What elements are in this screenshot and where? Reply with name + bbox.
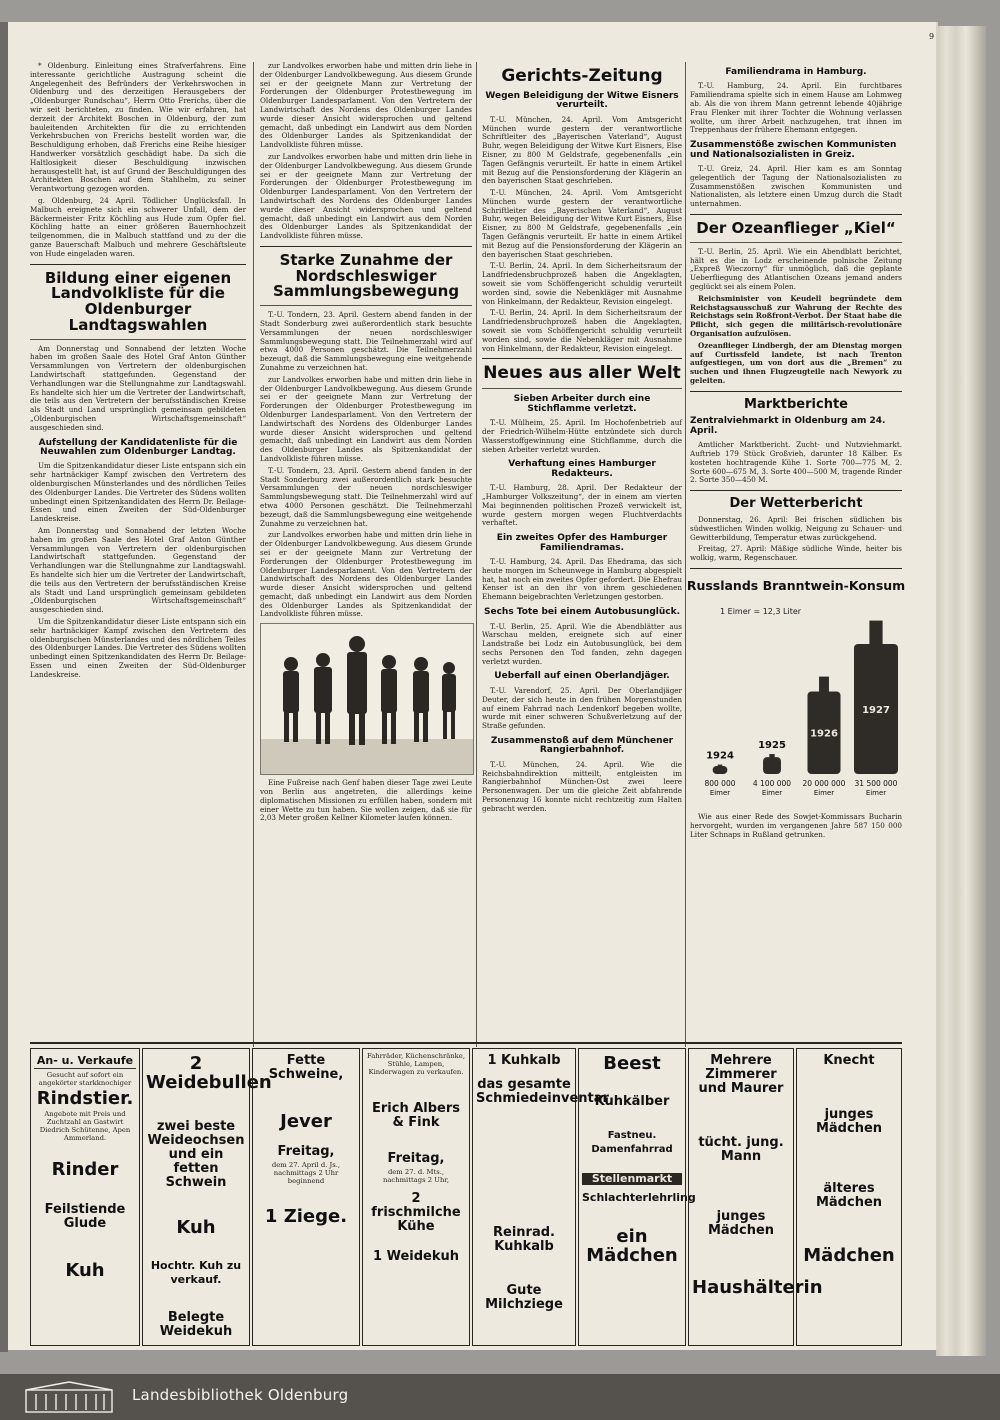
article-text: T.-U. Hamburg, 24. April. Das Ehedrama, das sich heute morgen im Scheunwege in Hamburg abgespielt hat, hat noch ein zweites Opfer gefordert. Die Ehefrau Kenser ist an den ihr von ihrem geschiedenen Ehemann beigebrachten Verletzungen gestorben. (482, 557, 682, 602)
ad-heading: zwei beste Weideochsen und ein fetten Schwein (147, 1119, 245, 1190)
divider (690, 490, 902, 491)
ad-heading: tücht. jung. Mann (698, 1135, 784, 1164)
divider (260, 305, 472, 306)
article-text: Um die Spitzenkandidatur dieser Liste entspann sich ein sehr hartnäckiger Kampf zwischen den Vertretern des oldenburgischen Münsterlandes und des nördlichen Teiles des Oldenburger Landes. Die Vertreter des Südens wollten unbedingt einen Spitzenkandidaten des Herrn Dr. Beilage-Essen und einen Zweiten der Süd-Oldenburger Landeskreise. (30, 616, 246, 679)
ad-column-1 (30, 1048, 140, 1346)
ad-column-7 (688, 1048, 823, 1346)
ad-heading: Gute Milchziege (485, 1283, 563, 1312)
subheadline: Ein zweites Opfer des Hamburger Familiendramas. (496, 533, 668, 553)
article-text: zur Landvolkes erworben habe und mitten drin liehe in der Oldenburger Landvolkbewegung. Aus diesem Grunde sei er der geeignete Mann zur Vertretung der Forderungen der Oldenburger Protestbewegung im Oldenburger Landesparlament. Von den Vertretern der Landwirtschaft des Nordens des Oldenburger Landes wurde dieser Ansicht widersprochen und geltend gemacht, daß unbedingt ein Landwirt aus dem Norden des Oldenburger Landes als Spitzenkandidat der Landvolkliste führen müsse. (260, 151, 472, 241)
chart-value-label: 800 000 (704, 778, 736, 788)
article-text: Reichsminister von Keudell begründete dem Reichstagsausschuß zur Wahrung der Rechte des Reichstags sein Roßfront-Verbot. Der Staat habe die Pflicht, sich gegen die militärisch-revolutionäre Organisation aufzulösen. (690, 293, 902, 338)
article-text: Wie aus einer Rede des Sowjet-Kommissars Bucharin hervorgeht, wurden im vergangenen Jahre 587 150 000 Liter Schnaps in Rußland getrunken. (690, 811, 902, 839)
ad-heading: junges Mädchen (815, 1107, 883, 1136)
ad-heading: Freitag, (387, 1151, 445, 1166)
ad-heading: Freitag, (277, 1144, 335, 1159)
ad-heading: 1 Ziege. (264, 1206, 348, 1227)
article-text: T.-U. Berlin, 24. April. In dem Sicherheitsraum der Landfriedensbruchprozeß haben die Angeklagten, soweit sie vom Schöffengericht schuldig verurteilt worden sind, sowie die Nebenkläger mit Ausnahme von Hinkelmann, der Redakteur, Revision eingelegt. (482, 308, 682, 353)
library-name: Landesbibliothek Oldenburg (132, 1386, 349, 1404)
ad-text: Angebote mit Preis und Zuchtzahl an Gastwirt Diedrich Schütenne, Apen Ammerland. (39, 1110, 131, 1142)
article-text: T.-U. Tondern, 23. April. Gestern abend fanden in der Stadt Sonderburg zwei außerordentlich stark besuchte Versammlungen der neuen nordschleswiger Sammlungsbewegung statt. Die Teilnehmerzahl wird auf etwa 4000 Personen geschätzt. Die Teilnehmerzahl bezeugt, daß die Sammlungsbewegung eine weitgehende Zunahme zu verzeichnen hat. (260, 310, 472, 372)
subheadline: Ueberfall auf einen Oberlandjäger. (494, 671, 670, 682)
ad-heading: älteres Mädchen (815, 1181, 883, 1210)
ad-column-5 (472, 1048, 609, 1346)
ad-heading: Reinrad. Kuhkalb (493, 1225, 555, 1254)
ad-heading: Fette Schweine, (268, 1053, 344, 1082)
article-text: zur Landvolkes erworben habe und mitten drin liehe in der Oldenburger Landvolkbewegung. Aus diesem Grunde sei er der geeignete Mann zur Vertretung der Forderungen der Oldenburger Protestbewegung im Oldenburger Landesparlament. Von den Vertretern der Landwirtschaft des Nordens des Oldenburger Landes wurde dieser Ansicht widersprochen und geltend gemacht, daß unbedingt ein Landwirt aus dem Norden des Oldenburger Landes als Spitzenkandidat der Landvolkliste führen müsse. (260, 61, 472, 150)
subheadline: Familiendrama in Hamburg. (725, 67, 867, 77)
headline-gerichts-zeitung: Gerichts-Zeitung (501, 66, 663, 86)
column-rule (685, 62, 686, 1047)
ad-text: dem 27. d. Mts., nachmittags 2 Uhr, (382, 1168, 449, 1184)
ad-heading: Belegte Weidekuh (159, 1310, 233, 1339)
divider (30, 264, 246, 265)
chart-value-label: 4 100 000 (752, 778, 792, 788)
article-text: zur Landvolkes erworben habe und mitten drin liehe in der Oldenburger Landvolkbewegung. Aus diesem Grunde sei er der geeignete Mann zur Vertretung der Forderungen der Oldenburger Protestbewegung im Oldenburger Landesparlament. Von den Vertretern der Landwirtschaft des Nordens des Oldenburger Landes wurde dieser Ansicht widersprochen und geltend gemacht, daß unbedingt ein Landwirt aus dem Norden des Oldenburger Landes als Spitzenkandidat der Landvolkliste führen müsse. (260, 530, 472, 619)
bottle-neck-1926 (819, 677, 829, 694)
ad-text: Gesucht auf sofort ein angekörter starkknochiger (38, 1071, 132, 1087)
ad-heading: 2 frischmilche Kühe (371, 1191, 461, 1234)
article-text: Donnerstag, 26. April: Bei frischen südlichen bis südwestlichen Winden wolkig, Neigung zu Schauer- und Gewitterbildung, Temperatur etwas zurückgehend. (690, 514, 902, 542)
ad-heading: Rinder (51, 1159, 119, 1180)
library-footer (0, 1374, 1000, 1420)
article-text: zur Landvolkes erworben habe und mitten drin liehe in der Oldenburger Landvolkbewegung. Aus diesem Grunde sei er der geeignete Mann zur Vertretung der Forderungen der Oldenburger Protestbewegung im Oldenburger Landesparlament. Von den Vertretern der Landwirtschaft des Nordens des Oldenburger Landes wurde dieser Ansicht widersprochen und geltend gemacht, daß unbedingt ein Landwirt aus dem Norden des Oldenburger Landes als Spitzenkandidat der Landvolkliste führen müsse. (260, 374, 472, 463)
ad-heading: 2 Weidebullen (146, 1053, 272, 1093)
chart-unit-text: Eimer (865, 788, 887, 797)
article-text: Freitag, 27. April: Mäßige südliche Winde, heiter bis wolkig, warm, Regenschauer. (690, 544, 902, 563)
ad-heading: Kuh (65, 1260, 105, 1281)
ad-heading: Kuhkälber (594, 1094, 670, 1109)
headline-landvolkliste: Bildung einer eigenen Landvolkliste für die Oldenburger Landtagswahlen (44, 268, 232, 334)
ad-text: dem 27. April d. Js., nachmittags 2 Uhr beginnend (271, 1161, 341, 1185)
article-text: T.-U. Hamburg, 28. April. Der Redakteur der „Hamburger Volkszeitung“, der in einem am vierten Mai beginnenden politischen Prozeß verwickelt ist, wurde gestern morgen wegen Fluchtverdachts verhaftet. (482, 483, 682, 528)
column-rule (253, 62, 254, 1047)
article-text: Am Donnerstag und Sonnabend der letzten Woche haben im großen Saale des Hotel Graf Anton Günther Versammlungen von Vertretern der oldenburgischen Landwirtschaft stattgefunden. Gegenstand der Verhandlungen war die Stellungnahme zur Landtagswahl. Es handelte sich hier um die Vertreter der Landwirtschaft, die teils aus den Vertretern der berufsständischen Kreise als Stadt und Land ursprünglich gemeinsam gebildeten „Oldenburgischen Wirtschaftsgemeinschaft“ ausgeschieden sind. (30, 525, 246, 615)
article-text: T.-U. Tondern, 23. April. Gestern abend fanden in der Stadt Sonderburg zwei außerordentlich stark besuchte Versammlungen der neuen nordschleswiger Sammlungsbewegung statt. Die Teilnehmerzahl wird auf etwa 4000 Personen geschätzt. Die Teilnehmerzahl bezeugt, daß die Sammlungsbewegung eine weitgehende Zunahme zu verzeichnen hat. (260, 465, 472, 528)
ad-column-8 (796, 1048, 902, 1346)
article-text: T.-U. Mülheim, 25. April. Im Hochofenbetrieb auf der Friedrich-Wilhelm-Hütte entzündete sich durch Wasserstoffgewinnung eine Stichflamme, durch die sieben Arbeiter verletzt wurden. (482, 418, 682, 454)
column-rule (476, 62, 477, 1047)
ad-text: Fahrräder, Küchenschränke, Stühle, Lampen, Kinderwagen zu verkaufen. (367, 1052, 465, 1076)
library-building-logo (24, 1380, 114, 1414)
divider (482, 358, 682, 359)
ad-heading: ein Mädchen (586, 1226, 678, 1266)
article-text: Ozeanflieger Lindbergh, der am Dienstag morgen auf Curtissfeld landete, ist nach Trenton aufgestiegen, um von dort aus die „Bremen“ zu suchen und ihnen Flugzeugteile nach Newyork zu geleiten. (690, 340, 902, 385)
ad-heading: 1 Weidekuh (373, 1249, 459, 1264)
subheadline: Sieben Arbeiter durch eine Stichflamme verletzt. (513, 394, 651, 414)
headline-wetterbericht: Der Wetterbericht (729, 496, 863, 512)
chart-unit-text: Eimer (813, 788, 835, 797)
article-text: g. Oldenburg, 24 April. Tödlicher Unglücksfall. In Malbuch ereignete sich ein schwerer Unfall, dem der Bäckermeister Fritz Köchling aus Hude zum Opfer fiel. Köchling hatte an einer größeren Bauernhochzeit teilgenommen, die in Malbuch stattfand und zu der die ganze Bauerschaft Malbuch und mehrere Geschäftsleute von Hude eingeladen waren. (30, 195, 246, 258)
headline-nordschleswig: Starke Zunahme der Nordschleswiger Sammlungsbewegung (272, 250, 460, 301)
ad-heading: Jever (280, 1111, 332, 1132)
headline-neues-aus-aller-welt: Neues aus aller Welt (483, 363, 681, 384)
book-gutter (0, 22, 8, 1352)
chart-unit-label: 1 Eimer = 12,3 Liter (720, 606, 802, 616)
article-text: T.-U. München, 24. April. Wie die Reichsbahndirektion mitteilt, entgleisten im Rangierbahnhof München-Ost zwei leere Personenwagen. Der um die gleiche Zeit abfahrende Personenzug 16 konnte nicht rechtzeitig zum Halten gebracht werden. (482, 759, 682, 813)
article-text: T.-U. München, 24. April. Vom Amtsgericht München wurde gestern der verantwortliche Schriftleiter des „Bayerischen Vaterland“, August Buhr, wegen Beleidigung der Witwe Kurt Eisners, Else Eisner, zu 800 M Geldstrafe, gegebenenfalls „ein Tagen Gefängnis verurteilt. Er hatte in einem Artikel mit Bezug auf die Pensionsforderung der Klägerin an den bayerischen Staat geschrieben. (482, 188, 682, 259)
ad-heading: Erich Albers & Fink (371, 1101, 461, 1130)
ad-heading: Mehrere Zimmerer und Maurer (698, 1053, 784, 1096)
chart-title: Russlands Branntwein-Konsum (686, 577, 906, 593)
ads-rule (30, 1042, 902, 1044)
subheadline: Verhaftung eines Hamburger Redakteurs. (508, 459, 656, 479)
headline-marktberichte: Marktberichte (744, 396, 848, 412)
chart-value-label: 20 000 000 (802, 778, 846, 788)
bottle-neck-1925 (769, 754, 774, 759)
article-text: * Oldenburg. Einleitung eines Strafverfahrens. Eine interessante gerichtliche Austragung scheint die Angelegenheit des Befründers der Verkehrswochen in Oldenburg und des derzeitigen Herausgebers der „Oldenburger Rundschau“, Herrn Otto Frerichs, über die wir seit berichteten, zu finden. Wie wir erfahren, hat derzeit der Architekt Boschen in Oldenburg, der zum bauleitenden Architekten für die zu errichtenden Verkehrsbuchen von Frerichs bestellt worden war, die Beschuldigung erhoben, daß Frerichs eine Reihe hiesiger Handwerker vorsätzlich geschädigt habe. Da sich die Haltlosigkeit dieser Beschuldigung inzwischen herausgestellt hat, ist auf Grund der Beschuldigungen des Architekten Boschen auf dem Stahlhelm, zu seiner Verantwortung gezogen worden. (30, 61, 246, 194)
bottle-neck-1927 (869, 621, 882, 646)
article-text: T.-U. Greiz, 24. April. Hier kam es am Sonntag gelegentlich der Tagung der Nationalsozialisten zu Zusammenstößen zwischen Kommunisten und Nationalisten, als letztere einen Umzug durch die Stadt unternahmen. (690, 164, 902, 209)
chart-unit-text: Eimer (709, 788, 731, 797)
subheadline: Zusammenstöße zwischen Kommunisten und Nationalsozialisten in Greiz. (690, 140, 897, 160)
chart-value-label: 31 500 000 (854, 778, 898, 788)
ad-heading: Haushälterin (692, 1277, 823, 1298)
article-text: T.-U. Berlin, 24. April. In dem Sicherheitsraum der Landfriedensbruchprozeß haben die Angeklagten, soweit sie vom Schöffengericht schuldig verurteilt worden sind, sowie die Nebenkläger mit Ausnahme von Hinkelmann, der Redakteur, Revision eingelegt. (482, 261, 682, 306)
bottle-bar-1925 (763, 757, 781, 774)
divider (260, 246, 472, 247)
subheadline: Zentralviehmarkt in Oldenburg am 24. April. (690, 416, 886, 436)
ad-heading: 1 Kuhkalb (487, 1053, 561, 1068)
newspaper-page (8, 22, 936, 1350)
ad-heading: Beest (603, 1053, 661, 1074)
subheadline: Sechs Tote bei einem Autobusunglück. (483, 607, 680, 618)
ad-column-6 (578, 1048, 696, 1346)
article-text: T.-U. Berlin, 25. April. Wie ein Abendblatt berichtet, hält es die in Lodz erscheinende polnische Zeitung „Expreß Wieczorny“ für unmöglich, daß die geplante Ueberfliegung des Atlantischen Ozeans jemand anders geglückt sei als einem Polen. (690, 246, 902, 292)
photo-walkers (260, 623, 474, 775)
ad-heading: Knecht (823, 1053, 875, 1068)
chart-category-label: 1925 (758, 739, 786, 751)
column-3 (482, 62, 682, 1042)
ad-heading: Kuh (176, 1217, 216, 1238)
subheadline: Wegen Beleidigung der Witwe Eisners verurteilt. (485, 90, 679, 111)
divider (690, 214, 902, 215)
ad-banner: Stellenmarkt (582, 1173, 682, 1185)
page-stack-edge (936, 26, 986, 1356)
headline-ozeanflieger: Der Ozeanflieger „Kiel“ (696, 219, 896, 238)
branntwein-chart (686, 574, 906, 809)
chart-category-label: 1924 (706, 750, 734, 762)
article-text: T.-U. Varendorf, 25. April. Der Oberlandjäger Deuter, der sich heute in den frühen Morgenstunden auf einem Fahrrad nach Lendenkorf begeben wollte, wurde mit einer schweren Schußverletzung auf der Straße gefunden. (482, 685, 682, 731)
divider (690, 568, 902, 569)
column-2 (260, 62, 472, 1042)
divider (30, 339, 246, 340)
article-text: T.-U. Berlin, 25. April. Wie die Abendblätter aus Warschau melden, ereignete sich auf einer Landstraße bei Lodz ein Autobusunglück, bei dem sechs Personen den Tod fanden, zehn dagegen verletzt wurden. (482, 621, 682, 666)
article-text: T.-U. Hamburg, 24. April. Ein furchtbares Familiendrama spielte sich in einem Hause am Lohmweg ab. Als die von ihrem Mann getrennt lebende 40jährige Frau Flenker mit ihrer Tochter die Wohnung verlassen wollte, um ihrer Arbeit nachzugehen, trat ihnen im Treppenhaus der frühere Ehemann entgegen. (690, 81, 902, 135)
chart-unit-text: Eimer (761, 788, 783, 797)
ad-heading: junges Mädchen (707, 1209, 775, 1238)
divider (690, 391, 902, 392)
ad-column-3 (252, 1048, 360, 1346)
ad-heading: Feilstiende Glude (44, 1202, 126, 1231)
column-1 (30, 62, 246, 1042)
ad-heading: das gesamte Schmiedeinventar (476, 1077, 609, 1106)
column-4 (686, 62, 906, 1042)
divider (482, 388, 682, 389)
subheadline: Aufstellung der Kandidatenliste für die Neuwahlen zum Oldenburger Landtag. (38, 437, 238, 457)
ad-heading: An- u. Verkaufe (34, 1054, 136, 1069)
article-text: Amtlicher Marktbericht. Zucht- und Nutzviehmarkt. Auftrieb 179 Stück Großvieh, darunter 18 Kälber. Es kosteten hochtragende Kühe 1. Sorte 700—775 M, 2. Sorte 600—675 M, 3. Sorte 400—500 M, tragende Rinder 2. Sorte 350—450 M. (690, 440, 902, 485)
chart-category-label: 1926 (810, 728, 838, 740)
ad-heading: Fastneu. Damenfahrrad (591, 1130, 673, 1155)
ad-heading: Rindstier. (36, 1088, 134, 1109)
article-text: Am Donnerstag und Sonnabend der letzten Woche haben im großen Saale des Hotel Graf Anton Günther Versammlungen von Vertretern der oldenburgischen Landwirtschaft stattgefunden. Gegenstand der Verhandlungen war die Stellungnahme zur Landtagswahl. Es handelte sich hier um die Vertreter der Landwirtschaft, die teils aus den Vertretern der berufsständischen Kreise als Stadt und Land ursprünglich gemeinsam gebildeten „Oldenburgischen Wirtschaftsgemeinschaft“ ausgeschieden sind. (30, 343, 246, 432)
ad-column-2 (142, 1048, 272, 1346)
advertisement-section (30, 1048, 902, 1348)
ad-heading: Schlachterlehrling (582, 1191, 696, 1204)
chart-category-label: 1927 (862, 704, 890, 716)
photo-caption: Eine Fußreise nach Genf haben dieser Tage zwei Leute von Berlin aus angetreten, die allerdings keine diplomatischen Missionen zu erfüllen haben, sondern mit einer Wette zu tun haben. Sie wollen zeigen, daß sie für 2,03 Meter großen Kellner Kilometer laufen können. (260, 778, 472, 823)
ad-heading: Mädchen (803, 1245, 895, 1266)
divider (690, 242, 902, 243)
bottle-neck-1924 (718, 764, 722, 767)
subheadline: Zusammenstoß auf dem Münchener Rangierbahnhof. (490, 735, 674, 756)
ad-heading: Hochtr. Kuh zu verkauf. (150, 1259, 242, 1286)
page-number: 9 (929, 32, 935, 41)
ad-column-4 (362, 1048, 470, 1346)
article-text: Um die Spitzenkandidatur dieser Liste entspann sich ein sehr hartnäckiger Kampf zwischen den Vertretern des oldenburgischen Münsterlandes und des nördlichen Teiles des Oldenburger Landes. Die Vertreter des Südens wollten unbedingt einen Spitzenkandidaten des Herrn Dr. Beilage-Essen und einen Zweiten der Süd-Oldenburger Landeskreise. (30, 461, 246, 524)
article-text: T.-U. München, 24. April. Vom Amtsgericht München wurde gestern der verantwortliche Schriftleiter des „Bayerischen Vaterland“, August Buhr, wegen Beleidigung der Witwe Kurt Eisners, Else Eisner, zu 800 M Geldstrafe, gegebenenfalls „ein Tagen Gefängnis verurteilt. Er hatte in einem Artikel mit Bezug auf die Pensionsforderung der Klägerin an den bayerischen Staat geschrieben. (482, 114, 682, 186)
